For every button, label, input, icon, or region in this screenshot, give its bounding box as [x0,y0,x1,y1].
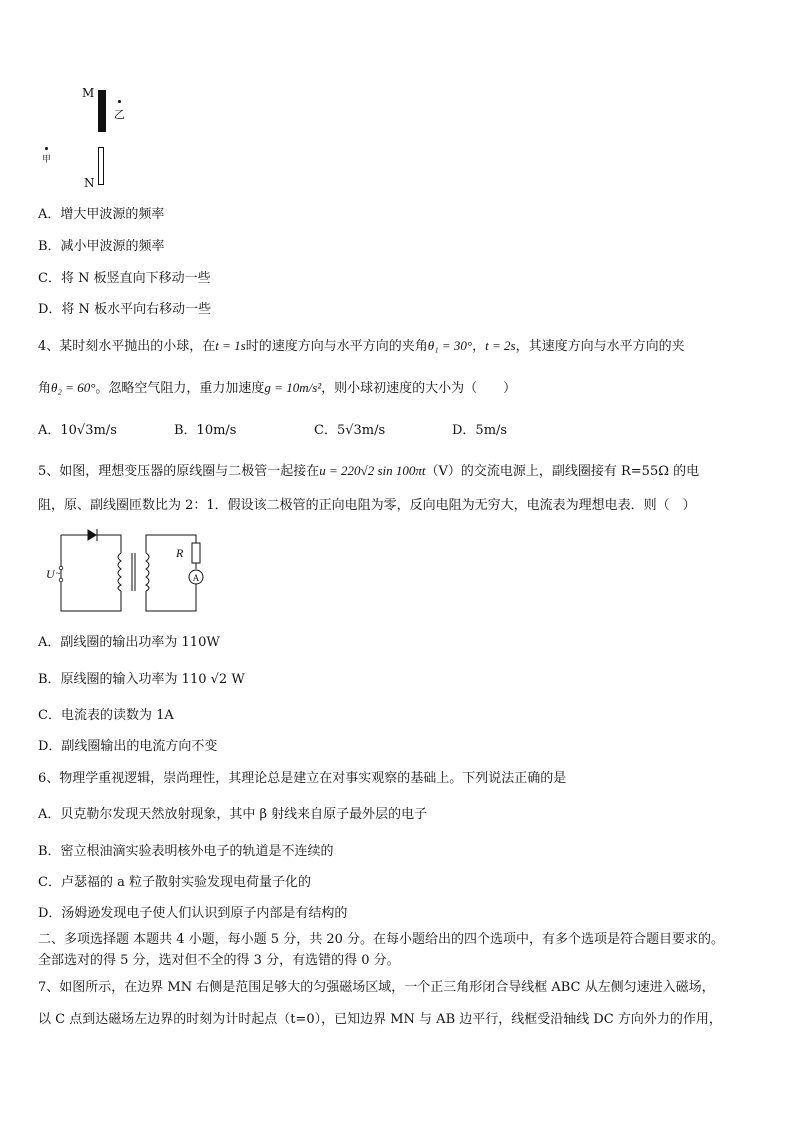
section2-line1: 二、多项选择题 本题共 4 小题，每小题 5 分，共 20 分。在每小题给出的四个选项中，有多个选项是符合题目要求的。 [38,932,725,947]
ac-symbol: ~ [55,568,61,579]
q4-stem-line2: 角θ₂ = 60°。忽略空气阻力，重力加速度g = 10m/s²，则小球初速度的大小为（ ） [38,380,517,396]
q4-option-d: D．5m/s [452,423,508,438]
q7-stem-line1: 7、如图所示，在边界 MN 右侧是范围足够大的匀强磁场区域，一个正三角形闭合导线框 ABC 从左侧匀速进入磁场， [38,980,715,995]
q3-option-a: A．增大甲波源的频率 [38,207,165,222]
label-jia: 甲 [42,155,52,165]
transformer-circuit [36,525,216,617]
q5-stem-line2: 阻，原、副线圈匝数比为 2：1．假设该二极管的正向电阻为零，反向电阻为无穷大，电流表为理想电表．则（ ） [38,498,696,513]
source-terminal-bottom [59,578,63,582]
q4-option-c: C．5√3m/s [314,423,386,438]
q3-option-b: B．减小甲波源的频率 [38,239,165,254]
fig-label-r: R [176,546,184,560]
source-jia-dot [45,147,48,150]
q5-stem-line1: 5、如图，理想变压器的原线圈与二极管一起接在u = 220√2 sin 100πt（V）的交流电源上，副线圈接有 R=55Ω 的电 [38,463,700,479]
q6-option-b: B．密立根油滴实验表明核外电子的轨道是不连续的 [38,844,334,859]
label-m: M [82,86,95,100]
q6-option-c: C．卢瑟福的 a 粒子散射实验发现电荷量子化的 [38,875,311,890]
plate-n [98,147,104,185]
q4-option-b: B．10m/s [174,423,237,438]
q5-option-b: B．原线圈的输入功率为 110 √2 W [38,672,245,687]
plate-m [98,90,106,132]
q5-option-d: D．副线圈输出的电流方向不变 [38,739,218,754]
q4-option-a: A．10√3m/s [38,423,117,438]
q7-stem-line2: 以 C 点到达磁场左边界的时刻为计时起点（t=0），已知边界 MN 与 AB 边平行，线框受沿轴线 DC 方向外力的作用， [38,1012,722,1027]
label-yi: 乙 [114,108,125,121]
label-n: N [84,176,95,190]
q3-option-c: C．将 N 板竖直向下移动一些 [38,271,211,286]
q5-option-a: A．副线圈的输出功率为 110W [38,635,220,650]
fig-label-u: U [46,567,55,581]
q3-option-d: D．将 N 板水平向右移动一些 [38,302,212,317]
q6-option-a: A．贝克勒尔发现天然放射现象，其中 β 射线来自原子最外层的电子 [38,807,428,822]
section2-line2: 全部选对的得 5 分，选对但不全的得 3 分，有选错的得 0 分。 [38,953,400,968]
q4-stem-line1: 4、某时刻水平抛出的小球，在t = 1s时的速度方向与水平方向的夹角θ₁ = 30°，t = 2s，其速度方向与水平方向的夹 [38,338,685,354]
source-yi-dot [118,100,121,103]
q5-option-c: C．电流表的读数为 1A [38,708,174,723]
q6-option-d: D．汤姆逊发现电子使人们认识到原子内部是有结构的 [38,906,348,921]
ammeter-label: A [192,573,200,583]
q6-stem: 6、物理学重视逻辑，崇尚理性，其理论总是建立在对事实观察的基础上。下列说法正确的是 [38,771,567,786]
